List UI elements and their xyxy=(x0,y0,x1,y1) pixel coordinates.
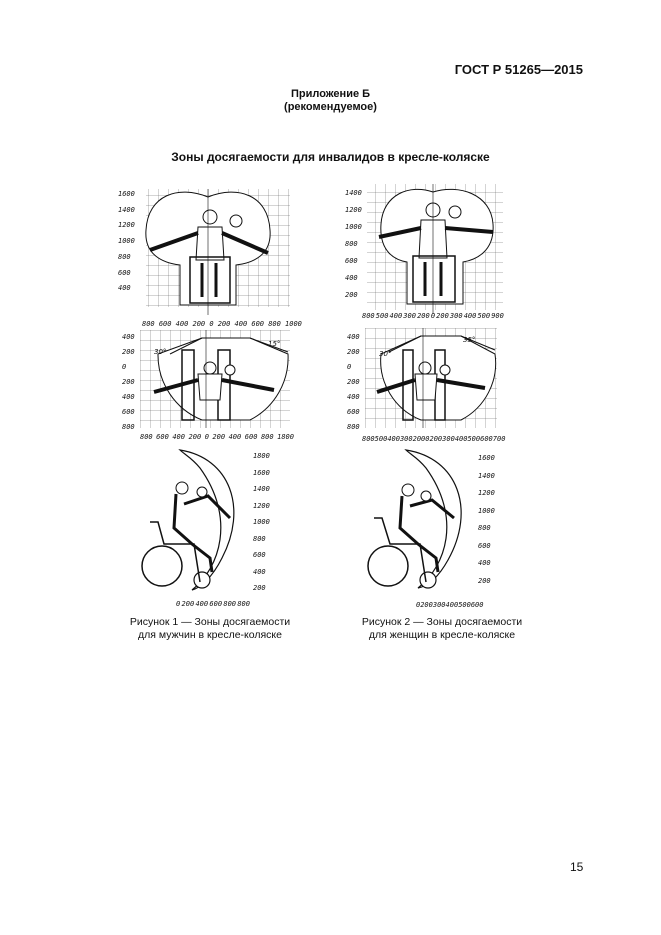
fig1-side-x-ticks: 0 200 400 600 800 800 xyxy=(176,600,250,608)
appendix-title: Приложение Б xyxy=(290,88,371,100)
fig1-front-diagram xyxy=(118,185,300,327)
fig2-side-diagram xyxy=(364,448,479,600)
fig2-top-y-ticks-left: 400 200 0 200 400 600 800 xyxy=(347,333,360,431)
fig1-top-y-ticks: 400 200 0 200 400 600 800 xyxy=(122,333,135,431)
fig2-front-y-ticks-left: 1400 1200 1000 800 600 400 200 xyxy=(345,189,362,299)
fig2-front-x-ticks: 800 500 400 300 200 0 200 300 400 500 900 xyxy=(362,312,504,320)
fig1-side-diagram xyxy=(140,448,255,600)
fig1-side-y-ticks: 1800 1600 1400 1200 1000 800 600 400 200 xyxy=(253,452,270,592)
fig2-top-diagram xyxy=(365,328,500,432)
fig1-front-y-ticks: 1600 1400 1200 1000 800 600 400 xyxy=(118,190,135,293)
fig1-angle-left: 30° xyxy=(154,348,167,356)
appendix-subtitle: (рекомендуемое) xyxy=(284,101,377,113)
fig1-angle-right: 15° xyxy=(268,340,281,348)
fig2-caption: Рисунок 2 — Зоны досягаемости для женщин в кресле-коляске xyxy=(361,616,523,641)
fig1-top-diagram xyxy=(140,330,300,430)
fig2-side-x-ticks: 0 200 300 400 500 600 xyxy=(416,601,484,609)
fig2-top-x-ticks: 800 500 400 300 200 0 200 300 400 500 600 700 xyxy=(362,435,506,443)
fig2-angle-left: 30° xyxy=(379,350,392,358)
fig2-angle-right: 35° xyxy=(463,336,476,344)
standard-number: ГОСТ Р 51265—2015 xyxy=(454,62,583,77)
page-number: 15 xyxy=(570,860,584,874)
fig1-top-x-ticks: 800 600 400 200 0 200 400 600 800 1800 xyxy=(140,433,294,441)
section-title: Зоны досягаемости для инвалидов в кресле-коляске xyxy=(171,150,490,164)
fig1-caption: Рисунок 1 — Зоны досягаемости для мужчин в кресле-коляске xyxy=(129,616,291,641)
fig1-front-x-ticks: 800 600 400 200 0 200 400 600 800 1000 xyxy=(142,320,302,328)
fig2-front-diagram xyxy=(355,182,505,314)
fig2-side-y-ticks: 1600 1400 1200 1000 800 600 400 200 xyxy=(478,454,495,585)
